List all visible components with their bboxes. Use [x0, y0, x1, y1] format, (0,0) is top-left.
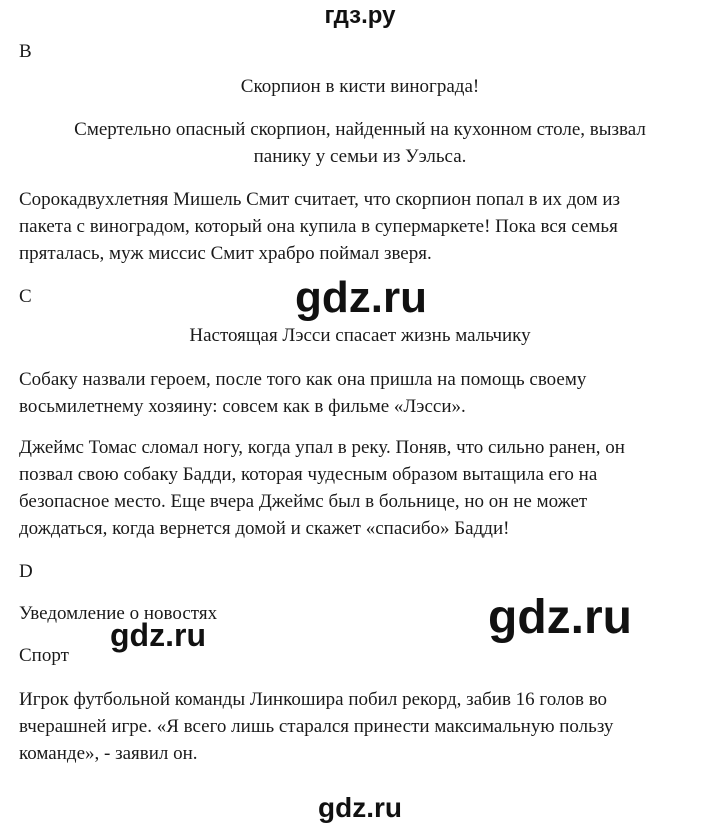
section-b-body-line-2: пакета с виноградом, который она купила в супермаркете! Пока вся семья: [19, 216, 618, 237]
section-b-lead-line-2: панику у семьи из Уэльса.: [253, 146, 467, 167]
watermark-large: gdz.ru: [488, 591, 632, 644]
watermark-mid: gdz.ru: [295, 273, 427, 322]
section-c-body-line-3: безопасное место. Еще вчера Джеймс был в больнице, но он не может: [19, 491, 588, 512]
section-b-lead-line-1: Смертельно опасный скорпион, найденный на кухонном столе, вызвал: [74, 119, 646, 140]
section-c-lead-line-2: восьмилетнему хозяину: совсем как в фильме «Лэсси».: [19, 396, 466, 417]
section-c-body-line-1: Джеймс Томас сломал ногу, когда упал в реку. Поняв, что сильно ранен, он: [19, 437, 625, 458]
section-d-label: Уведомление о новостях: [19, 603, 218, 624]
section-b-body-line-1: Сорокадвухлетняя Мишель Смит считает, что скорпион попал в их дом из: [19, 189, 621, 210]
section-b-letter: B: [19, 41, 32, 62]
section-c-letter: C: [19, 286, 32, 307]
watermark-small: gdz.ru: [110, 617, 206, 653]
section-b-headline: Скорпион в кисти винограда!: [240, 76, 480, 97]
section-c-body-line-2: позвал свою собаку Бадди, которая чудесным образом вытащила его на: [19, 464, 598, 485]
section-c-body-line-4: дождаться, когда вернется домой и скажет «спасибо» Бадди!: [19, 518, 510, 539]
section-c-headline: Настоящая Лэсси спасает жизнь мальчику: [189, 325, 531, 346]
section-d-letter: D: [19, 561, 33, 582]
section-d-category: Спорт: [19, 645, 69, 666]
section-d-body-line-3: команде», - заявил он.: [19, 743, 198, 764]
header-site-name: гдз.ру: [324, 2, 396, 29]
section-b-body-line-3: пряталась, муж миссис Смит храбро поймал зверя.: [19, 243, 432, 264]
section-d-body-line-1: Игрок футбольной команды Линкошира побил рекорд, забив 16 голов во: [19, 689, 608, 710]
watermark-footer: gdz.ru: [318, 792, 402, 823]
section-c-lead-line-1: Собаку назвали героем, после того как она пришла на помощь своему: [19, 369, 587, 390]
section-d-body-line-2: вчерашней игре. «Я всего лишь старался принести максимальную пользу: [19, 716, 614, 737]
